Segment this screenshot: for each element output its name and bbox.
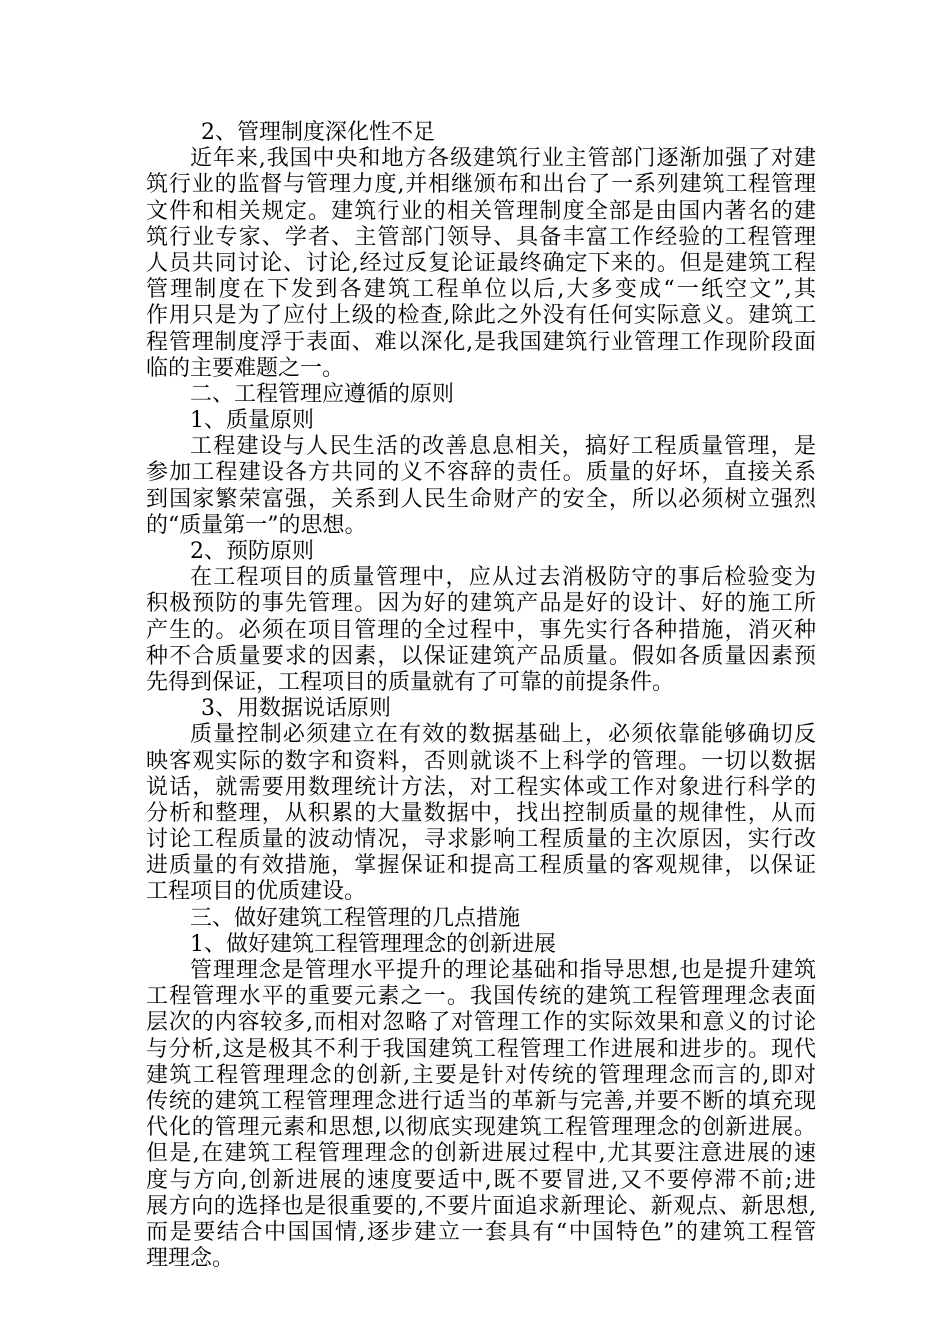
text-line: 传统的建筑工程管理理念进行适当的革新与完善,并要不断的填充现 [146, 1088, 816, 1114]
document-page [146, 120, 816, 1272]
text-line: 层次的内容较多,而相对忽略了对管理工作的实际效果和意义的讨论 [146, 1010, 816, 1036]
text-line: 积极预防的事先管理。因为好的建筑产品是好的设计、好的施工所 [146, 591, 816, 617]
text-line: 进质量的有效措施，掌握保证和提高工程质量的客观规律，以保证 [146, 853, 816, 879]
text-line: 筑行业的监督与管理力度,并相继颁布和出台了一系列建筑工程管理 [146, 172, 816, 198]
text-line: 程管理制度浮于表面、难以深化,是我国建筑行业管理工作现阶段面 [146, 329, 816, 355]
text-line: 管理理念是管理水平提升的理论基础和指导思想,也是提升建筑 [190, 958, 816, 983]
text-line: 临的主要难题之一。 [146, 355, 345, 381]
text-line: 展方向的选择也是很重要的,不要片面追求新理论、新观点、新思想, [146, 1193, 816, 1219]
text-line: 而是要结合中国国情,逐步建立一套具有“中国特色”的建筑工程管 [146, 1219, 816, 1245]
text-line: 与分析,这是极其不利于我国建筑工程管理工作进展和进步的。现代 [146, 1036, 816, 1062]
text-line: 产生的。必须在项目管理的全过程中，事先实行各种措施，消灭种 [146, 617, 816, 643]
text-line: 质量控制必须建立在有效的数据基础上，必须依靠能够确切反 [190, 722, 816, 748]
text-line: 筑行业专家、学者、主管部门领导、具备丰富工作经验的工程管理 [146, 224, 816, 250]
text-line: 2、预防原则 [190, 539, 314, 564]
text-line: 的“质量第一”的思想。 [146, 512, 367, 538]
text-line: 度与方向,创新进展的速度要适中,既不要冒进,又不要停滞不前;进 [146, 1167, 816, 1193]
text-line: 三、做好建筑工程管理的几点措施 [190, 905, 521, 931]
text-line: 理理念。 [146, 1246, 235, 1272]
text-line: 分析和整理，从积累的大量数据中，找出控制质量的规律性，从而 [146, 800, 816, 826]
text-line: 3、用数据说话原则 [201, 696, 391, 722]
text-line: 到国家繁荣富强，关系到人民生命财产的安全，所以必须树立强烈 [146, 486, 816, 512]
text-line: 2、管理制度深化性不足 [201, 120, 435, 145]
text-line: 文件和相关规定。建筑行业的相关管理制度全部是由国内著名的建 [146, 198, 816, 224]
text-line: 管理制度在下发到各建筑工程单位以后,大多变成“一纸空文”,其 [146, 277, 816, 303]
text-line: 参加工程建设各方共同的义不容辞的责任。质量的好坏，直接关系 [146, 460, 816, 486]
text-line: 工程项目的优质建设。 [146, 879, 367, 905]
text-line: 人员共同讨论、讨论,经过反复论证最终确定下来的。但是建筑工程 [146, 250, 816, 276]
text-line: 种不合质量要求的因素，以保证建筑产品质量。假如各质量因素预 [146, 643, 816, 669]
text-line: 映客观实际的数字和资料，否则就谈不上科学的管理。一切以数据 [146, 748, 816, 774]
text-line: 工程建设与人民生活的改善息息相关，搞好工程质量管理，是 [190, 434, 816, 460]
text-line: 先得到保证，工程项目的质量就有了可靠的前提条件。 [146, 669, 675, 695]
text-line: 作用只是为了应付上级的检查,除此之外没有任何实际意义。建筑工 [146, 303, 816, 329]
text-line: 代化的管理元素和思想,以彻底实现建筑工程管理理念的创新进展。 [146, 1115, 816, 1141]
text-line: 近年来,我国中央和地方各级建筑行业主管部门逐渐加强了对建 [190, 146, 816, 172]
text-line: 讨论工程质量的波动情况，寻求影响工程质量的主次原因，实行改 [146, 827, 816, 853]
text-line: 1、质量原则 [190, 408, 314, 434]
text-line: 说话，就需要用数理统计方法，对工程实体或工作对象进行科学的 [146, 774, 816, 800]
text-line: 工程管理水平的重要元素之一。我国传统的建筑工程管理理念表面 [146, 984, 816, 1010]
text-line: 建筑工程管理理念的创新,主要是针对传统的管理理念而言的,即对 [146, 1062, 816, 1088]
text-line: 在工程项目的质量管理中，应从过去消极防守的事后检验变为 [190, 565, 816, 591]
text-line: 但是,在建筑工程管理理念的创新进展过程中,尤其要注意进展的速 [146, 1141, 816, 1167]
text-line: 1、做好建筑工程管理理念的创新进展 [190, 931, 556, 957]
text-line: 二、工程管理应遵循的原则 [190, 381, 455, 407]
